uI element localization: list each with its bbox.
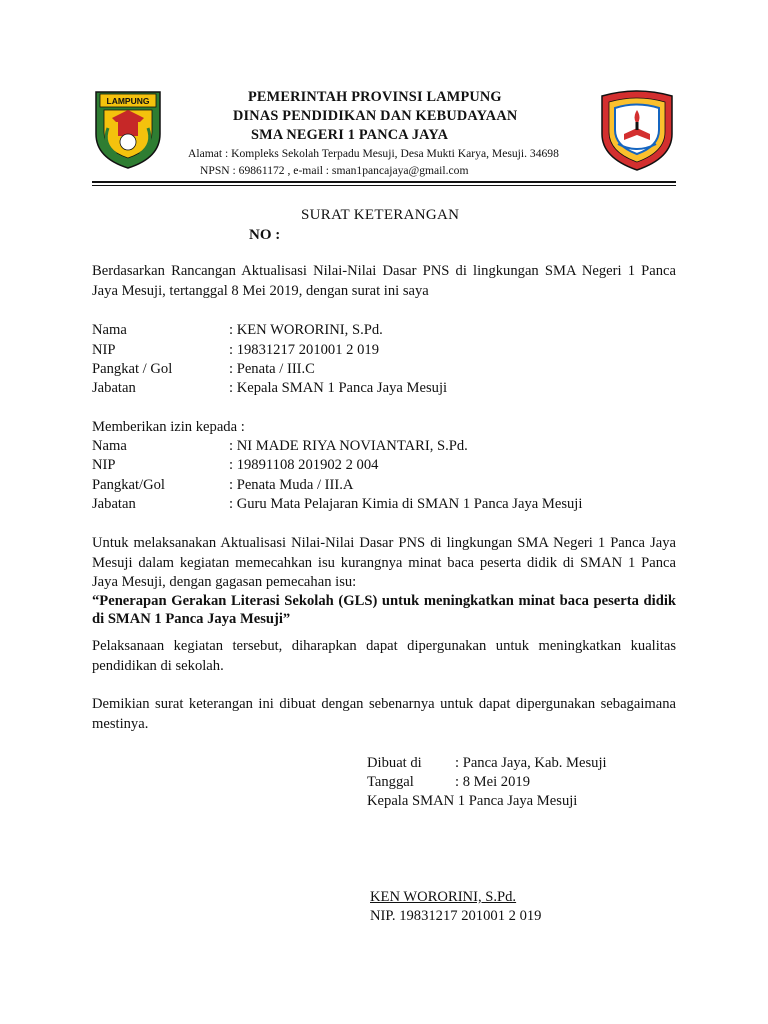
- signature-nip-text: NIP. 19831217 201001 2 019: [370, 908, 542, 924]
- permission-intro-text: Memberikan izin kepada :: [92, 419, 245, 435]
- issuer-rank-row: [92, 359, 692, 379]
- idea-title: “Penerapan Gerakan Literasi Sekolah (GLS) untuk meningkatkan minat baca peserta didik di SMAN 1 Panca Jaya Mesuji”: [92, 593, 676, 627]
- permission-intro: [92, 417, 692, 437]
- letterhead-government: PEMERINTAH PROVINSI LAMPUNG: [248, 89, 502, 105]
- signature-date-label: Tanggal: [367, 774, 414, 790]
- field-label: NIP: [92, 457, 116, 473]
- letterhead-rule-thin: [92, 185, 676, 186]
- issuer-position-row: [92, 378, 692, 398]
- field-label: Jabatan: [92, 380, 136, 396]
- signature-name-text: KEN WORORINI, S.Pd.: [370, 889, 517, 905]
- signature-position-text: Kepala SMAN 1 Panca Jaya Mesuji: [367, 793, 578, 809]
- issuer-nip-row: [92, 340, 692, 360]
- field-value: : KEN WORORINI, S.Pd.: [229, 322, 383, 338]
- recipient-name-row: [92, 436, 692, 456]
- field-value: : Penata Muda / III.A: [229, 477, 354, 493]
- letterhead-contact: NPSN : 69861172 , e-mail : sman1pancajaya@gmail.com: [200, 164, 469, 177]
- letterhead-rule-thick: [92, 181, 676, 183]
- field-value: : 19831217 201001 2 019: [229, 342, 379, 358]
- field-value: : Guru Mata Pelajaran Kimia di SMAN 1 Panca Jaya Mesuji: [229, 496, 583, 512]
- closing-paragraph: Demikian surat keterangan ini dibuat dengan sebenarnya untuk dapat dipergunakan sebagaimana mestinya.: [92, 696, 676, 732]
- letterhead-department: DINAS PENDIDIKAN DAN KEBUDAYAAN: [233, 108, 518, 124]
- letterhead-address: Alamat : Kompleks Sekolah Terpadu Mesuji, Desa Mukti Karya, Mesuji. 34698: [188, 147, 559, 160]
- signature-name: [370, 887, 690, 907]
- field-value: : Penata / III.C: [229, 361, 315, 377]
- recipient-nip-row: [92, 455, 692, 475]
- signature-place-label: Dibuat di: [367, 755, 422, 771]
- lampung-emblem-logo: [92, 88, 164, 170]
- field-label: Pangkat/Gol: [92, 477, 165, 493]
- field-label: Pangkat / Gol: [92, 361, 173, 377]
- field-label: NIP: [92, 342, 116, 358]
- signature-date-row: [367, 772, 687, 792]
- recipient-position-row: [92, 494, 692, 514]
- letter-number: NO :: [249, 227, 281, 243]
- school-emblem-logo: [598, 88, 676, 172]
- signature-nip: [370, 906, 690, 926]
- letterhead-school: SMA NEGERI 1 PANCA JAYA: [251, 127, 449, 143]
- signature-place-value: : Panca Jaya, Kab. Mesuji: [455, 755, 607, 771]
- letter-title: SURAT KETERANGAN: [301, 207, 460, 223]
- field-label: Nama: [92, 438, 127, 454]
- recipient-rank-row: [92, 475, 692, 495]
- implementation-paragraph: Pelaksanaan kegiatan tersebut, diharapkan dapat dipergunakan untuk meningkatkan kualitas pendidikan di sekolah.: [92, 638, 676, 674]
- intro-paragraph: Berdasarkan Rancangan Aktualisasi Nilai-Nilai Dasar PNS di lingkungan SMA Negeri 1 Panca Jaya Mesuji, tertanggal 8 Mei 2019, dengan surat ini saya: [92, 263, 676, 299]
- signature-place-row: [367, 753, 687, 773]
- lampung-logo-text: LAMPUNG: [106, 96, 150, 106]
- signature-position: [367, 791, 687, 811]
- field-label: Nama: [92, 322, 127, 338]
- field-value: : 19891108 201902 2 004: [229, 457, 379, 473]
- signature-date-value: : 8 Mei 2019: [455, 774, 530, 790]
- letterhead: [188, 88, 588, 179]
- field-value: : NI MADE RIYA NOVIANTARI, S.Pd.: [229, 438, 468, 454]
- field-label: Jabatan: [92, 496, 136, 512]
- issuer-name-row: [92, 320, 692, 340]
- purpose-paragraph: Untuk melaksanakan Aktualisasi Nilai-Nilai Dasar PNS di lingkungan SMA Negeri 1 Panca Jaya Mesuji dalam kegiatan memecahkan isu kurangnya minat baca peserta didik di SMAN 1 Panca Jaya Mesuji, dengan gagasan pemecahan isu:: [92, 535, 676, 590]
- field-value: : Kepala SMAN 1 Panca Jaya Mesuji: [229, 380, 448, 396]
